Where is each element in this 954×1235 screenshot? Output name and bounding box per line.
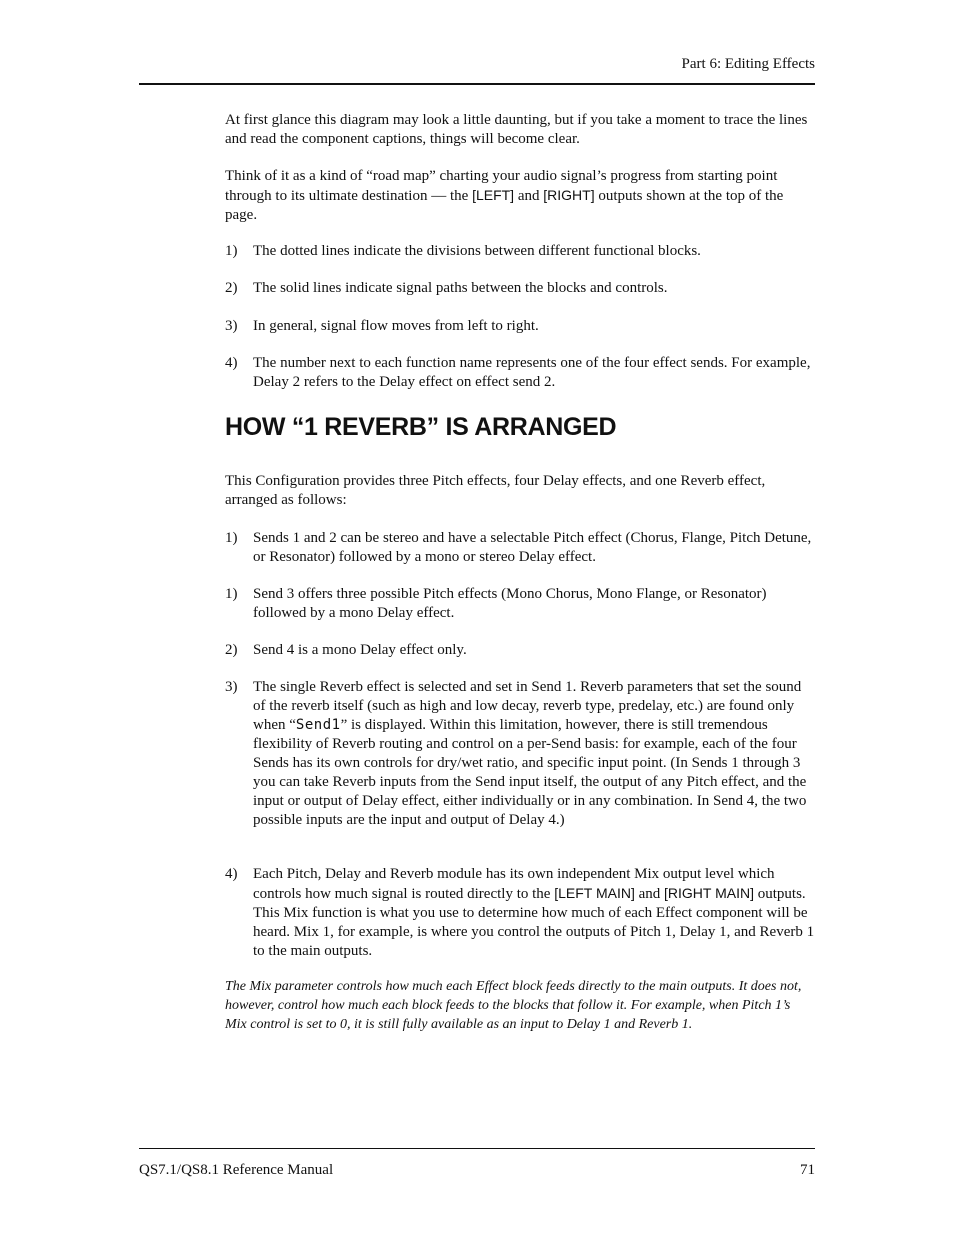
header-rule [139,83,815,85]
left-main-label: [LEFT MAIN] [554,885,635,901]
list1-item [225,354,817,392]
list1-item [225,242,817,261]
intro-p2-text-b: outputs shown at the top of the page. [225,188,784,223]
list-number: 3) [225,679,238,695]
manual-title: QS7.1/QS8.1 Reference Manual [139,1162,334,1178]
page-number: 71 [800,1162,815,1178]
reverb-text-a: The single Reverb effect is selected and set in Send 1. Reverb parameters that set the sound of the reverb itself (such as high and low decay, reverb type, predelay, etc.) are found only when “ [253,679,802,733]
intro-paragraph-2 [225,167,815,225]
section-heading: HOW “1 REVERB” IS ARRANGED [225,413,617,441]
list2-item [225,641,817,660]
list-number: 1) [225,530,238,546]
mix-text-b: outputs. This Mix function is what you use to determine how much of each Effect component will be heard. Mix 1, for example, is where you control the outputs of Pitch 1, Delay 1, and Reverb 1 to the main outputs. [253,886,815,959]
right-main-label: [RIGHT MAIN] [664,885,754,901]
list-number: 2) [225,642,238,658]
list-number: 1) [225,586,238,602]
list1-item [225,317,817,336]
list2-item [225,865,817,961]
list-text: In general, signal flow moves from left to right. [253,318,539,334]
list-text: The solid lines indicate signal paths between the blocks and controls. [253,280,668,296]
list-number: 1) [225,243,238,259]
list-text: The number next to each function name represents one of the four effect sends. For example, Delay 2 refers to the Delay effect on effect send 2. [253,355,811,390]
section-intro: This Configuration provides three Pitch effects, four Delay effects, and one Reverb effect, arranged as follows: [225,473,766,508]
mix-text-a: Each Pitch, Delay and Reverb module has its own independent Mix output level which controls how much signal is routed directly to the [253,866,775,902]
intro-p2-and: and [514,188,544,204]
intro-p2-text-a: Think of it as a kind of “road map” charting your audio signal’s progress from starting point through to its ultimate destination — the [225,168,778,204]
list-text: Sends 1 and 2 can be stereo and have a selectable Pitch effect (Chorus, Flange, Pitch Detune, or Resonator) followed by a mono or stereo Delay effect. [253,530,812,565]
footer-rule [139,1148,815,1149]
list2-item [225,529,817,567]
intro-paragraph-1: At first glance this diagram may look a little daunting, but if you take a moment to trace the lines and read the component captions, things will become clear. [225,112,808,147]
list-number: 2) [225,280,238,296]
mix-text-and: and [634,886,665,902]
list-text [253,678,817,830]
list-text [253,865,817,961]
right-output-label: [RIGHT] [543,187,595,203]
lcd-send1-display: Send1 [295,717,341,733]
list-number: 4) [225,355,238,371]
list-text: The dotted lines indicate the divisions between different functional blocks. [253,243,701,259]
list-text: Send 4 is a mono Delay effect only. [253,642,467,658]
running-header: Part 6: Editing Effects [681,56,815,72]
list1-item [225,279,817,298]
list-number: 3) [225,318,238,334]
list2-item [225,585,817,623]
list-number: 4) [225,866,238,882]
list2-item [225,678,817,830]
list-text: Send 3 offers three possible Pitch effects (Mono Chorus, Mono Flange, or Resonator) followed by a mono Delay effect. [253,586,767,621]
left-output-label: [LEFT] [472,187,515,203]
reverb-text-b: ” is displayed. Within this limitation, however, there is still tremendous flexibility of Reverb routing and control on a per-Send basis: for example, each of the four Sends has its own controls for dry/wet ratio, and specific input point. (In Sends 1 through 3 you can take Reverb inputs from the Send input itself, the output of any Pitch effect, and the input or output of Delay effect, either individually or in any combination. In Send 4, the two possible inputs are the input and output of Delay 4.) [253,717,807,828]
italic-note: The Mix parameter controls how much each Effect block feeds directly to the main outputs. It does not, however, control how much each block feeds to the blocks that follow it. For example, when Pitch 1’s Mix control is set to 0, it is still fully available as an input to Delay 1 and Reverb 1. [225,979,802,1032]
